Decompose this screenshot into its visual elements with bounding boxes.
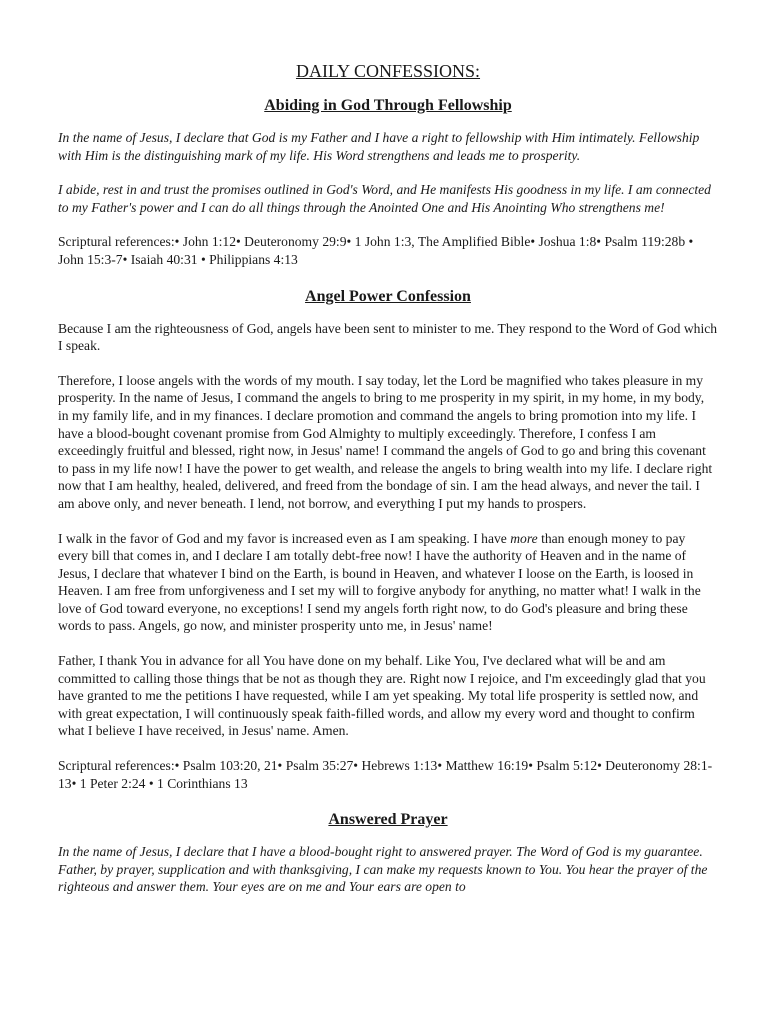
scripture-references: Scriptural references:• John 1:12• Deuteronomy 29:9• 1 John 1:3, The Amplified Bible• Joshua 1:8• Psalm 119:28b • John 15:3-7• Isaiah 40:31 • Philippians 4:13 <box>58 234 694 267</box>
paragraph: In the name of Jesus, I declare that I have a blood-bought right to answered prayer. The Word of God is my guarantee. Father, by prayer, supplication and with thanksgiving, I can make my requests known to You. You hear the prayer of the righteous and answer them. Your eyes are on me and Your ears are open to <box>58 844 708 895</box>
paragraph-rest: than enough money to pay every bill that comes in, and I declare I am totally debt-free now! I have the authority of Heaven and in the name of Jesus, I declare that whatever I bind on the Earth, is bound in Heaven, and whatever I loose on the Earth, is loosed in Heaven. I am free from unforgiveness and I set my will to forgive anybody for anything, no matter what! I walk in the love of God toward everyone, no exceptions! I send my angels forth right now, to do God's pleasure and bring these words to pass. Angels, go now, and minister prosperity unto me, in Jesus' name! <box>58 530 701 634</box>
paragraph-lead: I walk in the favor of God and my favor is increased even as I am speaking. I have <box>58 530 511 546</box>
paragraph: I abide, rest in and trust the promises outlined in God's Word, and He manifests His goodness in my life. I am connected to my Father's power and I can do all things through the Anointed One and His Anointing Who strengthens me! <box>58 182 711 215</box>
paragraph: Because I am the righteousness of God, angels have been sent to minister to me. They respond to the Word of God which I speak. <box>58 320 718 354</box>
paragraph: Father, I thank You in advance for all You have done on my behalf. Like You, I've declared what will be and am committed to calling those things that be not as though they are. Right now I rejoice, and I'm exceedingly glad that you have granted to me the petitions I have requested, while I am yet speaking. My total life prosperity is settled now, and with great expectation, I will continuously speak faith-filled words, and allow my every word and thought to confirm what I believe I have received, in Jesus' name. Amen. <box>58 653 706 739</box>
section-heading-angel-power: Angel Power Confession <box>305 287 471 305</box>
section-heading-answered-prayer: Answered Prayer <box>328 811 448 829</box>
document-title: DAILY CONFESSIONS: <box>295 61 481 81</box>
emphasis-word: more <box>510 530 538 546</box>
paragraph: In the name of Jesus, I declare that God is my Father and I have a right to fellowship with Him intimately. Fellowship with Him is the distinguishing mark of my life. His Word strengthens and leads me to prosperity. <box>58 130 700 163</box>
document-page <box>58 60 718 913</box>
paragraph <box>58 530 718 636</box>
scripture-references: Scriptural references:• Psalm 103:20, 21• Psalm 35:27• Hebrews 1:13• Matthew 16:19• Psalm 5:12• Deuteronomy 28:1-13• 1 Peter 2:24 • 1 Corinthians 13 <box>58 758 713 791</box>
section-heading-fellowship: Abiding in God Through Fellowship <box>264 97 512 114</box>
paragraph: Therefore, I loose angels with the words of my mouth. I say today, let the Lord be magnified who takes pleasure in my prosperity. In the name of Jesus, I command the angels to bring to me prosperity in my spirit, in my home, in my body, in my family life, and in my finances. I declare promotion and command the angels to bring promotion into my life. I have a blood-bought covenant promise from God Almighty to multiply exceedingly. Therefore, I confess I am exceedingly fruitful and blessed, right now, in Jesus' name! I command the angels of God to go and bring this covenant to pass in my life now! I have the power to get wealth, and release the angels to bring wealth into my life. I declare right now that I am healthy, healed, delivered, and freed from the bondage of sin. I am the head always, and never the tail. I am above only, and never beneath. I lend, not borrow, and everything I put my hands to prospers. <box>58 372 713 511</box>
